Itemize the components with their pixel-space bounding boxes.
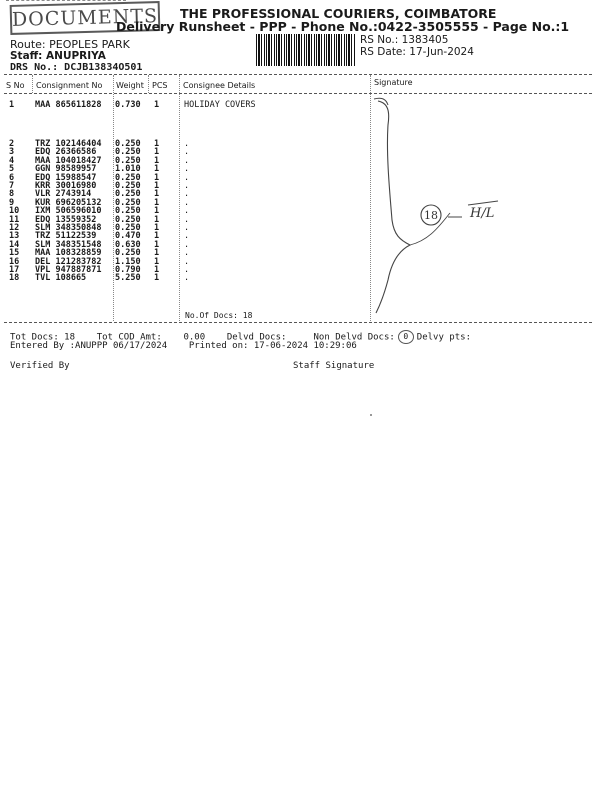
row-sno: 15: [9, 248, 20, 259]
row-consignee-details: .: [184, 273, 190, 284]
row-consignee-details: .: [184, 206, 190, 217]
column-separator: [113, 75, 114, 321]
row-consignment-no: SLM 348350848: [35, 223, 102, 233]
row-consignment-no: EDQ 26366586: [35, 147, 97, 158]
non-delvd-docs: Non Delvd Docs:: [313, 332, 395, 343]
row-weight: 0.790: [115, 265, 141, 275]
row-sno: 13: [9, 231, 20, 242]
printed-on: Printed on: 17-06-2024 10:29:06: [188, 341, 357, 351]
row-consignment-no: EDQ 15988547: [35, 172, 97, 183]
row-consignment-no: GGN 98589957: [35, 164, 97, 175]
row-weight: 0.250: [115, 214, 141, 225]
row-sno: 8: [9, 189, 15, 200]
row-pcs: 1: [154, 155, 160, 166]
row-weight: 0.250: [115, 189, 141, 200]
row-consignee-details: .: [184, 139, 190, 149]
verified-by-label: Verified By: [10, 361, 70, 371]
row-pcs: 1: [154, 181, 160, 191]
row-weight: 0.250: [115, 181, 141, 191]
row-consignee-details: .: [184, 147, 190, 158]
row-consignment-no: DEL 121283782: [35, 256, 102, 267]
delvd-docs: Delvd Docs:: [226, 332, 287, 343]
row-sno: 2: [9, 139, 15, 149]
row-consignment-no: VLR 2743914: [35, 189, 92, 200]
row-pcs: 1: [154, 147, 160, 158]
row-pcs: 1: [154, 248, 160, 259]
row-weight: 0.470: [115, 231, 141, 242]
tot-docs: Tot Docs: 18: [10, 332, 76, 343]
row-consignment-no: SLM 348351548: [35, 239, 102, 250]
rs-date: RS Date: 17-Jun-2024: [360, 46, 474, 58]
row-weight: 5.250: [115, 273, 141, 284]
row-weight: 0.250: [115, 147, 141, 158]
row-pcs: 1: [154, 265, 160, 275]
column-header-signature: Signature: [374, 78, 413, 87]
handwritten-count: 18: [424, 209, 438, 222]
row-consignment-no: TRZ 102146404: [35, 139, 102, 149]
row-consignee-details: .: [184, 189, 190, 200]
row-sno: 3: [9, 147, 15, 158]
column-separator: [148, 75, 149, 93]
column-header-sno: S No: [6, 81, 25, 90]
row-sno: 9: [9, 197, 15, 208]
row-consignment-no: TRZ 51122539: [35, 231, 97, 242]
row-sno: 7: [9, 181, 15, 191]
row-consignment-no: KRR 30016980: [35, 181, 97, 191]
handwritten-bracket-signature: [370, 95, 520, 320]
drs-number: DRS No.: DCJB13834O501: [10, 62, 143, 73]
footer-divider: [4, 322, 592, 323]
row-consignment-no: KUR 696205132: [35, 197, 102, 208]
row-consignee-details: .: [184, 181, 190, 191]
row-sno: 11: [9, 214, 20, 225]
column-header-consignment: Consignment No: [36, 81, 103, 90]
barcode-image: [256, 34, 356, 66]
staff-signature-label: Staff Signature: [293, 361, 375, 371]
row-consignee-details: .: [184, 256, 190, 267]
row-sno: 18: [9, 273, 20, 284]
row-consignee-details: .: [184, 223, 190, 233]
row-pcs: 1: [154, 100, 160, 110]
column-header-weight: Weight: [116, 81, 144, 90]
entered-by: Entered By :ANUPPP 06/17/2024: [10, 341, 168, 351]
row-consignment-no: VPL 947887871: [35, 265, 102, 275]
row-pcs: 1: [154, 223, 160, 233]
documents-stamp: DOCUMENTS: [10, 1, 161, 35]
delvy-pts: Delvy pts:: [416, 332, 471, 343]
column-header-pcs: PCS: [152, 81, 168, 90]
row-pcs: 1: [154, 139, 160, 149]
footer-entry-info: [10, 341, 357, 351]
table-top-divider: [4, 74, 592, 75]
row-weight: 0.250: [115, 248, 141, 259]
row-consignee-details: .: [184, 164, 190, 175]
row-pcs: 1: [154, 256, 160, 267]
row-consignment-no: TVL 108665: [35, 273, 87, 284]
table-header-divider: [4, 93, 592, 94]
row-weight: 0.730: [115, 100, 141, 110]
row-sno: 10: [9, 206, 20, 217]
row-weight: 0.250: [115, 155, 141, 166]
row-consignment-no: MAA 104018427: [35, 155, 102, 166]
rs-number: RS No.: 1383405: [360, 34, 449, 46]
handwritten-initials: H/L: [470, 206, 495, 221]
company-name: THE PROFESSIONAL COURIERS, COIMBATORE: [180, 6, 497, 21]
row-consignment-no: MAA 108328859: [35, 248, 102, 259]
scan-speck: [370, 414, 372, 416]
row-pcs: 1: [154, 189, 160, 200]
row-consignee-details: .: [184, 197, 190, 208]
row-consignee-details: .: [184, 172, 190, 183]
row-sno: 1: [9, 100, 15, 110]
row-sno: 14: [9, 239, 20, 250]
row-pcs: 1: [154, 273, 160, 284]
row-sno: 4: [9, 155, 15, 166]
row-pcs: 1: [154, 164, 160, 175]
tot-cod-amount: 0.00: [183, 332, 206, 343]
row-pcs: 1: [154, 172, 160, 183]
row-sno: 5: [9, 164, 15, 175]
row-sno: 17: [9, 265, 20, 275]
row-weight: 0.250: [115, 223, 141, 233]
row-consignee-details: .: [184, 231, 190, 242]
row-sno: 6: [9, 172, 15, 183]
row-pcs: 1: [154, 214, 160, 225]
row-weight: 0.250: [115, 206, 141, 217]
staff-label: Staff: ANUPRIYA: [10, 50, 106, 62]
row-consignment-no: EDQ 13559352: [35, 214, 97, 225]
row-consignment-no: MAA 865611828: [35, 100, 102, 110]
row-consignee-details: .: [184, 265, 190, 275]
column-header-consignee: Consignee Details: [183, 81, 256, 90]
row-weight: 0.250: [115, 197, 141, 208]
row-weight: 0.630: [115, 239, 141, 250]
route-label: Route: PEOPLES PARK: [10, 38, 130, 51]
row-pcs: 1: [154, 206, 160, 217]
non-delvd-handwritten-mark: 0: [398, 330, 414, 344]
column-separator: [179, 75, 180, 321]
column-separator: [32, 75, 33, 93]
row-sno: 16: [9, 256, 20, 267]
row-consignee-details: HOLIDAY COVERS: [184, 100, 256, 110]
row-weight: 1.010: [115, 164, 141, 175]
row-weight: 0.250: [115, 139, 141, 149]
row-consignee-details: .: [184, 214, 190, 225]
runsheet-title: Delivery Runsheet - PPP - Phone No.:0422-3505555 - Page No.:1: [116, 19, 570, 34]
row-pcs: 1: [154, 197, 160, 208]
row-pcs: 1: [154, 231, 160, 242]
row-weight: 0.250: [115, 172, 141, 183]
tot-cod-label: Tot COD Amt:: [96, 332, 162, 343]
row-pcs: 1: [154, 239, 160, 250]
row-consignee-details: .: [184, 248, 190, 259]
row-consignee-details: .: [184, 155, 190, 166]
row-consignment-no: IXM 506596010: [35, 206, 102, 217]
no-of-docs: No.Of Docs: 18: [185, 311, 253, 320]
row-weight: 1.150: [115, 256, 141, 267]
row-consignee-details: .: [184, 239, 190, 250]
row-sno: 12: [9, 223, 20, 233]
